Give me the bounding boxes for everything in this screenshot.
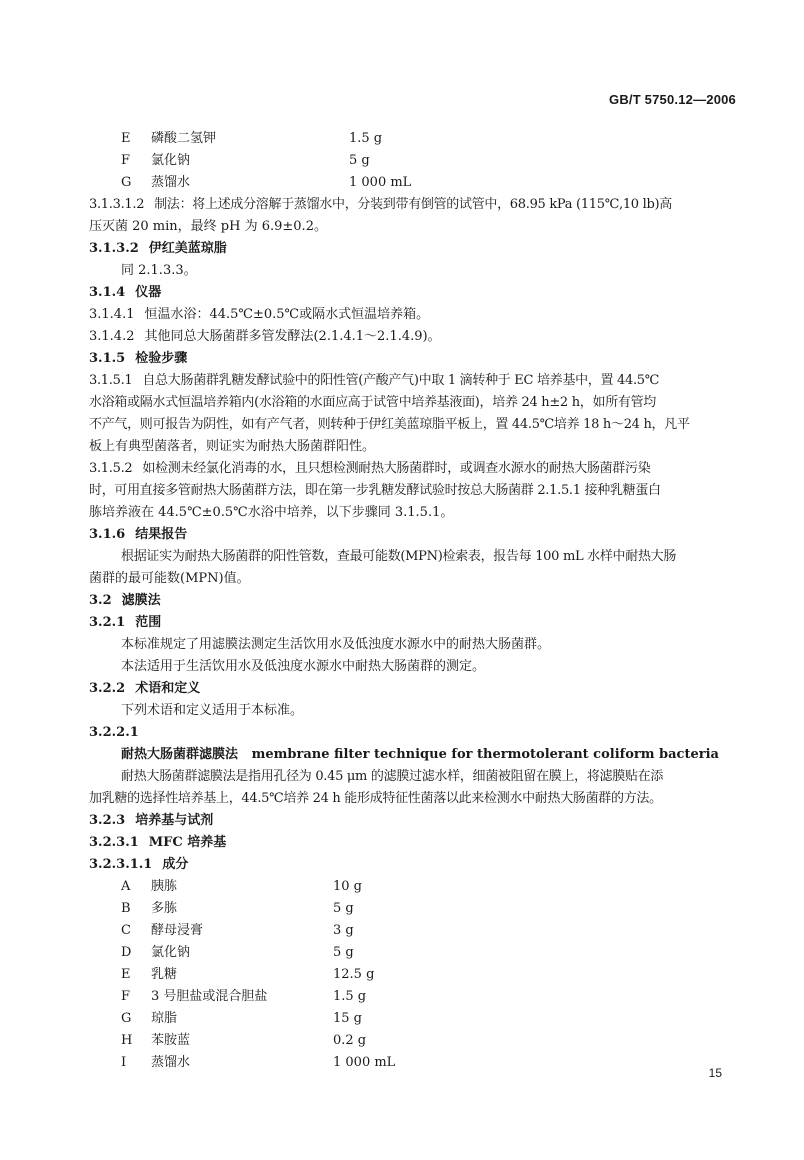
section-heading bbox=[89, 678, 739, 700]
ingredient-amount: 1 000 mL bbox=[349, 175, 412, 190]
paragraph-text: 本标准规定了用滤膜法测定生活饮用水及低浊度水源水中的耐热大肠菌群。 bbox=[121, 637, 551, 652]
section-title: 结果报告 bbox=[135, 527, 188, 542]
ingredient-name: 琼脂 bbox=[151, 1011, 178, 1026]
ingredient-name: 蒸馏水 bbox=[151, 1055, 191, 1070]
ingredient-letter: D bbox=[121, 945, 132, 960]
section-heading bbox=[89, 832, 739, 854]
paragraph-3-1-5-1-line bbox=[89, 370, 739, 392]
ingredient-amount: 15 g bbox=[333, 1011, 362, 1026]
ingredient-name: 氯化钠 bbox=[151, 153, 191, 168]
ingredient-letter: B bbox=[121, 901, 131, 916]
ingredient-amount: 3 g bbox=[333, 923, 354, 938]
section-title: 滤膜法 bbox=[121, 593, 161, 608]
section-number: 3.2.3 bbox=[89, 813, 126, 828]
ingredient-amount: 1.5 g bbox=[333, 989, 367, 1004]
section-title: 成分 bbox=[162, 857, 189, 872]
ingredient-amount: 5 g bbox=[349, 153, 370, 168]
ingredient-amount: 12.5 g bbox=[333, 967, 375, 982]
section-heading bbox=[89, 854, 739, 876]
paragraph-3-1-5-1-line: 不产气，则可报告为阴性，如有产气者，则转种于伊红美蓝琼脂平板上，置 44.5℃培养 18 h～24 h，凡平 bbox=[89, 417, 690, 432]
ingredient-letter: H bbox=[121, 1033, 133, 1048]
paragraph-text: 自总大肠菌群乳糖发酵试验中的阳性管(产酸产气)中取 1 滴转种于 EC 培养基中，置 44.5℃ bbox=[142, 373, 659, 388]
section-title: MFC 培养基 bbox=[148, 835, 227, 850]
section-heading bbox=[89, 612, 739, 634]
paragraph-3-1-3-1-2-line bbox=[89, 194, 739, 216]
section-number: 3.2.2.1 bbox=[89, 725, 139, 740]
section-number: 3.1.3.1.2 bbox=[89, 197, 145, 212]
ingredient-amount: 1.5 g bbox=[349, 131, 383, 146]
ingredient-name: 乳糖 bbox=[151, 967, 178, 982]
section-title: 检验步骤 bbox=[135, 351, 188, 366]
section-number: 3.1.4.1 bbox=[89, 307, 135, 322]
ingredient-letter: E bbox=[121, 967, 131, 982]
ingredient-letter: G bbox=[121, 1011, 132, 1026]
ingredient-letter: C bbox=[121, 923, 131, 938]
section-title: 培养基与试剂 bbox=[135, 813, 214, 828]
paragraph-3-1-6-line: 根据证实为耐热大肠菌群的阳性管数，查最可能数(MPN)检索表，报告每 100 mL 水样中耐热大肠 bbox=[121, 549, 677, 564]
section-heading bbox=[89, 238, 739, 260]
section-title: 伊红美蓝琼脂 bbox=[148, 241, 227, 256]
ingredient-row bbox=[89, 1008, 739, 1030]
ingredient-row bbox=[89, 986, 739, 1008]
paragraph-text: 本法适用于生活饮用水及低浊度水源水中耐热大肠菌群的测定。 bbox=[121, 659, 486, 674]
ingredient-row bbox=[89, 1052, 739, 1074]
paragraph-text: 如检测未经氯化消毒的水，且只想检测耐热大肠菌群时，或调查水源水的耐热大肠菌群污染 bbox=[142, 461, 651, 476]
section-number: 3.1.4.2 bbox=[89, 329, 135, 344]
section-title: 术语和定义 bbox=[135, 681, 201, 696]
section-heading bbox=[89, 524, 739, 546]
ingredient-name: 蒸馏水 bbox=[151, 175, 191, 190]
section-number: 3.1.3.2 bbox=[89, 241, 139, 256]
paragraph-text: 其他同总大肠菌群多管发酵法(2.1.4.1～2.1.4.9)。 bbox=[144, 329, 441, 344]
ingredient-amount: 5 g bbox=[333, 945, 354, 960]
term-chinese: 耐热大肠菌群滤膜法 bbox=[121, 747, 239, 762]
paragraph-text: 下列术语和定义适用于本标准。 bbox=[121, 703, 304, 718]
paragraph-3-1-4-2 bbox=[89, 326, 739, 348]
section-heading bbox=[89, 348, 739, 370]
ingredient-name: 氯化钠 bbox=[151, 945, 191, 960]
ingredient-letter: E bbox=[121, 131, 131, 146]
ingredient-letter: I bbox=[121, 1055, 127, 1070]
ingredient-row bbox=[89, 964, 739, 986]
term-definition-line: 加乳糖的选择性培养基上，44.5℃培养 24 h 能形成特征性菌落以此来检测水中耐热大肠菌群的方法。 bbox=[89, 791, 662, 806]
section-number: 3.1.5.1 bbox=[89, 373, 133, 388]
paragraph-3-1-5-1-line: 板上有典型菌落者，则证实为耐热大肠菌群阳性。 bbox=[89, 439, 376, 454]
section-number: 3.2.1 bbox=[89, 615, 126, 630]
ingredient-row bbox=[89, 150, 739, 172]
paragraph-3-1-4-1 bbox=[89, 304, 739, 326]
ingredient-amount: 1 000 mL bbox=[333, 1055, 396, 1070]
ingredient-amount: 0.2 g bbox=[333, 1033, 367, 1048]
ingredient-name: 酵母浸膏 bbox=[151, 923, 204, 938]
paragraph-3-1-5-1-line: 水浴箱或隔水式恒温培养箱内(水浴箱的水面应高于试管中培养基液面)，培养 24 h±2 h，如所有管均 bbox=[89, 395, 656, 410]
ingredient-row bbox=[89, 128, 739, 150]
section-heading bbox=[89, 810, 739, 832]
ingredient-name: 3 号胆盐或混合胆盐 bbox=[151, 989, 268, 1004]
section-heading bbox=[89, 590, 739, 612]
ingredient-row bbox=[89, 920, 739, 942]
ingredient-row bbox=[89, 942, 739, 964]
section-title: 范围 bbox=[135, 615, 162, 630]
paragraph-text: 同 2.1.3.3。 bbox=[121, 263, 197, 278]
ingredient-name: 磷酸二氢钾 bbox=[151, 131, 217, 146]
term-english: membrane filter technique for thermotolerant coliform bacteria bbox=[251, 747, 719, 762]
paragraph-text: 制法：将上述成分溶解于蒸馏水中，分装到带有倒管的试管中，68.95 kPa (115℃,10 lb)高 bbox=[154, 197, 672, 212]
section-number: 3.2.3.1.1 bbox=[89, 857, 153, 872]
paragraph-3-1-6-line: 菌群的最可能数(MPN)值。 bbox=[89, 571, 250, 586]
ingredient-row bbox=[89, 172, 739, 194]
paragraph-3-1-5-2-line: 胨培养液在 44.5℃±0.5℃水浴中培养，以下步骤同 3.1.5.1。 bbox=[89, 505, 454, 520]
standard-code: GB/T 5750.12—2006 bbox=[609, 92, 736, 107]
term-definition-line: 耐热大肠菌群滤膜法是指用孔径为 0.45 μm 的滤膜过滤水样，细菌被阻留在膜上，将滤膜贴在添 bbox=[121, 769, 664, 784]
ingredient-letter: G bbox=[121, 175, 132, 190]
paragraph-text: 恒温水浴：44.5℃±0.5℃或隔水式恒温培养箱。 bbox=[144, 307, 430, 322]
paragraph-3-1-5-2-line: 时，可用直接多管耐热大肠菌群方法，即在第一步乳糖发酵试验时按总大肠菌群 2.1.5.1 接种乳糖蛋白 bbox=[89, 483, 661, 498]
ingredient-letter: A bbox=[121, 879, 131, 894]
ingredient-row bbox=[89, 876, 739, 898]
ingredient-name: 多胨 bbox=[151, 901, 178, 916]
section-number: 3.1.6 bbox=[89, 527, 126, 542]
section-number: 3.2 bbox=[89, 593, 112, 608]
ingredient-letter: F bbox=[121, 153, 131, 168]
section-number: 3.2.3.1 bbox=[89, 835, 139, 850]
section-title: 仪器 bbox=[135, 285, 162, 300]
ingredient-amount: 5 g bbox=[333, 901, 354, 916]
section-number: 3.1.5.2 bbox=[89, 461, 133, 476]
ingredient-amount: 10 g bbox=[333, 879, 362, 894]
term-entry bbox=[89, 744, 739, 766]
ingredient-row bbox=[89, 1030, 739, 1052]
ingredient-row bbox=[89, 898, 739, 920]
ingredient-letter: F bbox=[121, 989, 131, 1004]
ingredient-name: 苯胺蓝 bbox=[151, 1033, 191, 1048]
section-number: 3.1.5 bbox=[89, 351, 126, 366]
section-number: 3.1.4 bbox=[89, 285, 126, 300]
page-number: 15 bbox=[708, 1066, 722, 1080]
paragraph-3-1-3-1-2-line: 压灭菌 20 min，最终 pH 为 6.9±0.2。 bbox=[89, 219, 327, 234]
section-number: 3.2.2 bbox=[89, 681, 126, 696]
document-body bbox=[89, 128, 739, 1074]
ingredient-name: 胰胨 bbox=[151, 879, 178, 894]
paragraph-3-1-5-2-line bbox=[89, 458, 739, 480]
section-heading bbox=[89, 282, 739, 304]
